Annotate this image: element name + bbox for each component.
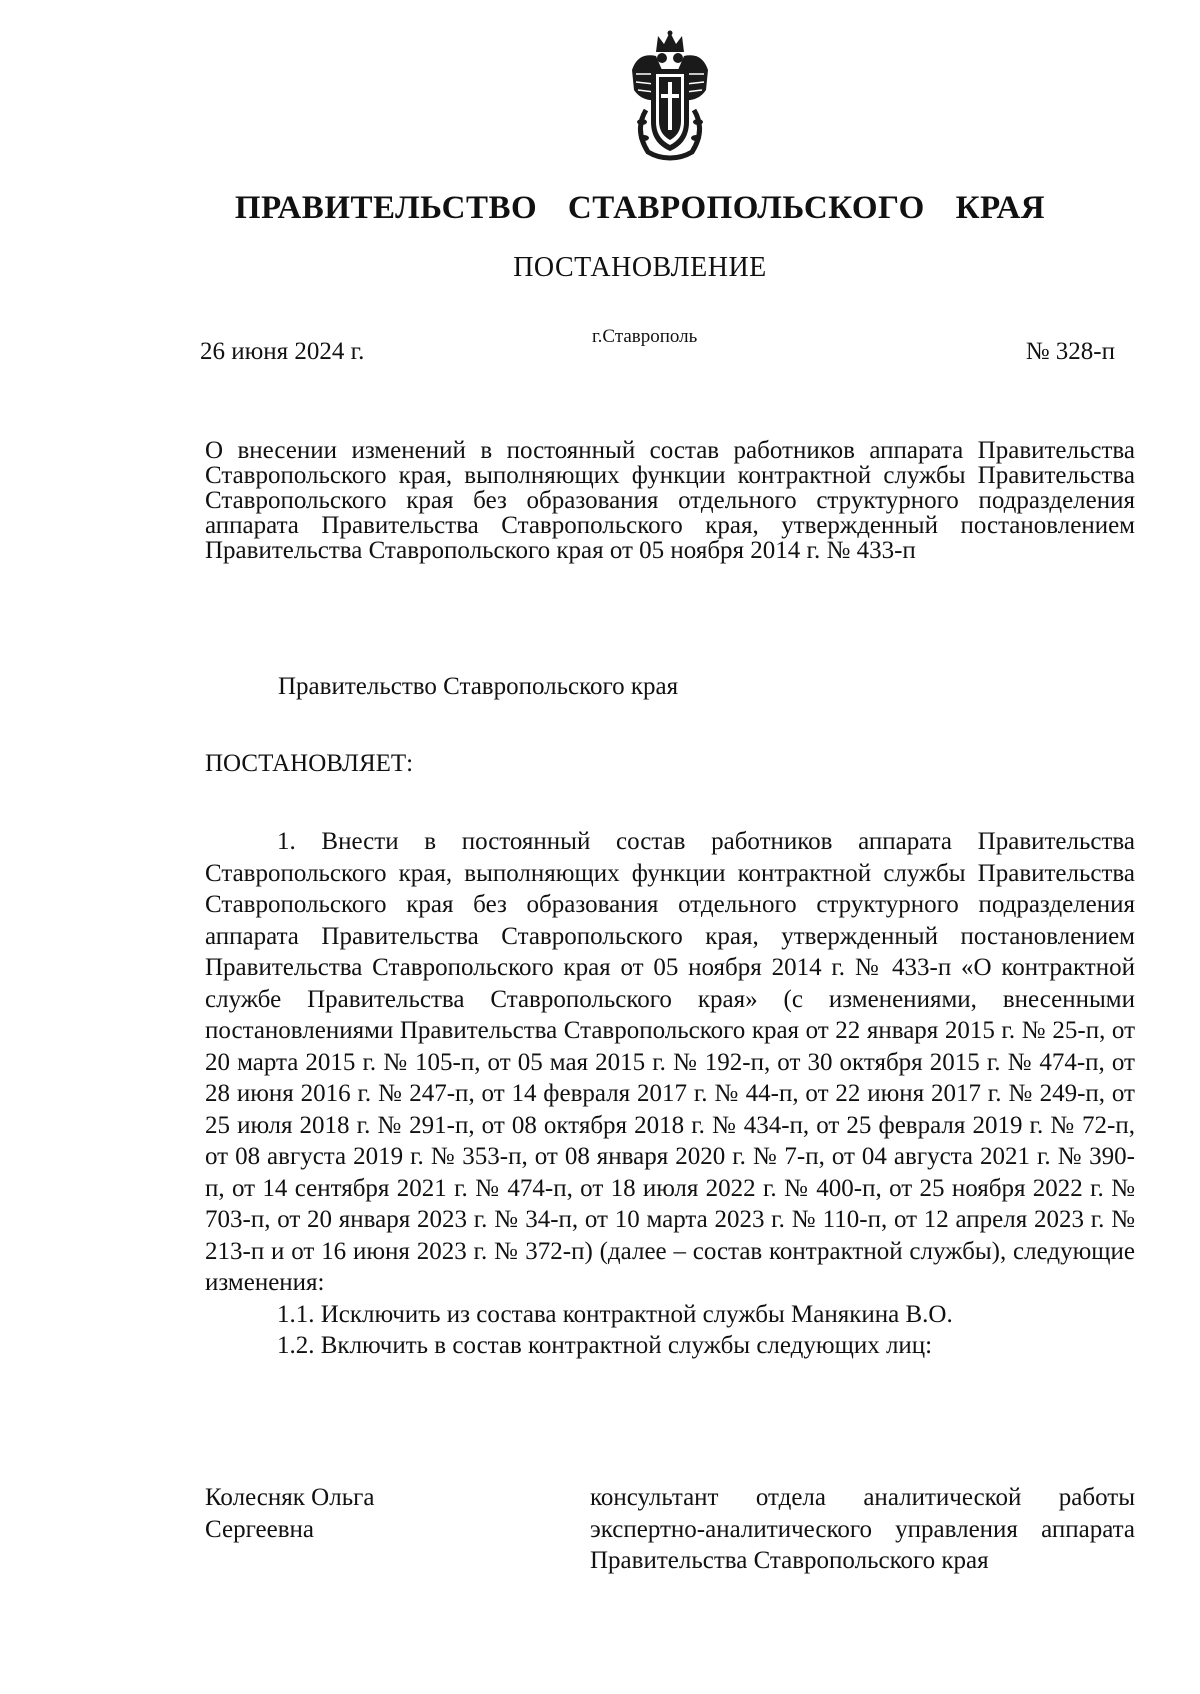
- resolves-heading: ПОСТАНОВЛЯЕТ:: [205, 750, 414, 777]
- person-position: консультант отдела аналитической работы экспертно-аналитического управления аппарата Правительства Ставропольского края: [590, 1484, 1135, 1574]
- document-date: 26 июня 2024 г.: [200, 338, 365, 365]
- person-name: Колесняк Ольга Сергеевна: [205, 1484, 375, 1543]
- document-subject: О внесении изменений в постоянный состав работников аппарата Правительства Ставропольского края, выполняющих функции контрактной службы Правительства Ставропольского края без образования отдельного структурного подразделения аппарата Правительства Ставропольского края, утвержденный постановлением Правительства Ставропольского края от 05 ноября 2014 г. № 433-п: [205, 437, 1135, 564]
- document-body: [205, 826, 1135, 1362]
- government-title: ПРАВИТЕЛЬСТВО СТАВРОПОЛЬСКОГО КРАЯ: [234, 190, 1046, 226]
- preamble: Правительство Ставропольского края: [278, 673, 679, 700]
- item-1-1: 1.1. Исключить из состава контрактной службы Манякина В.О.: [277, 1300, 953, 1328]
- document-number: № 328-п: [1025, 338, 1115, 365]
- item-1: 1. Внести в постоянный состав работников аппарата Правительства Ставропольского края, выполняющих функции контрактной службы Правительства Ставропольского края без образования отдельного структурного подразделения аппарата Правительства Ставропольского края, утвержденный постановлением Правительства Ставропольского края от 05 ноября 2014 г. № 433-п «О контрактной службе Правительства Ставропольского края» (с изменениями, внесенными постановлениями Правительства Ставропольского края от 22 января 2015 г. № 25-п, от 20 марта 2015 г. № 105-п, от 05 мая 2015 г. № 192-п, от 30 октября 2015 г. № 474-п, от 28 июня 2016 г. № 247-п, от 14 февраля 2017 г. № 44-п, от 22 июня 2017 г. № 249-п, от 25 июля 2018 г. № 291-п, от 08 октября 2018 г. № 434-п, от 25 февраля 2019 г. № 72-п, от 08 августа 2019 г. № 353-п, от 08 января 2020 г. № 7-п, от 04 августа 2021 г. № 390-п, от 14 сентября 2021 г. № 474-п, от 18 июля 2022 г. № 400-п, от 25 ноября 2022 г. № 703-п, от 20 января 2023 г. № 34-п, от 10 марта 2023 г. № 110-п, от 12 апреля 2023 г. № 213-п и от 16 июня 2023 г. № 372-п) (далее – состав контрактной службы), следующие изменения:: [205, 828, 1135, 1296]
- document-type: ПОСТАНОВЛЕНИЕ: [513, 252, 767, 283]
- coat-of-arms-icon: [628, 30, 712, 162]
- document-city: г.Ставрополь: [592, 326, 698, 347]
- item-1-2: 1.2. Включить в состав контрактной службы следующих лиц:: [277, 1332, 933, 1359]
